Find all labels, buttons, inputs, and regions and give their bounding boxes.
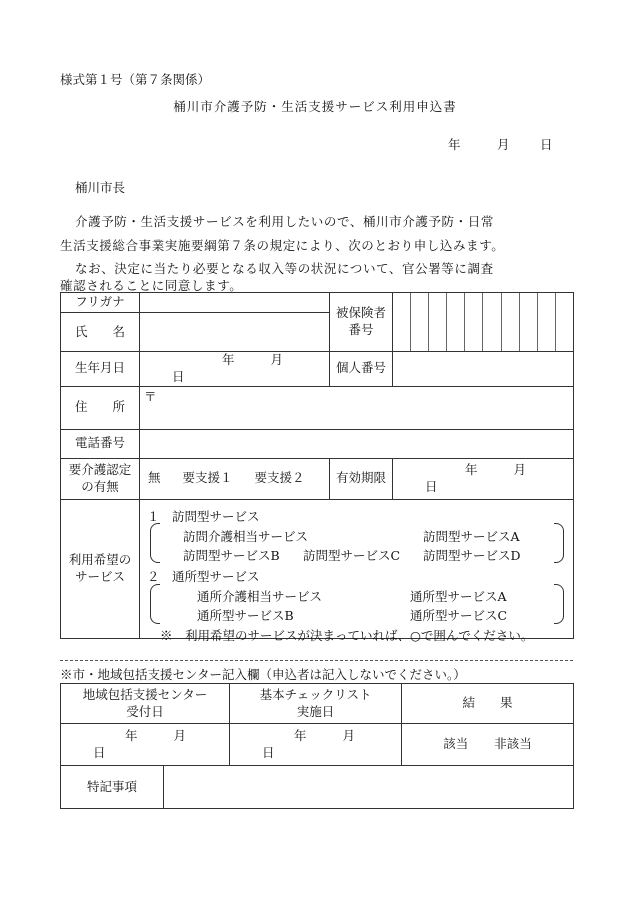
name-label: 氏 名 [61,313,140,352]
name-field[interactable] [140,313,330,352]
validity-field[interactable] [393,458,574,499]
birthdate-field[interactable] [140,352,330,387]
validity-year-label: 年 [465,461,478,477]
insured-number-label-line2: 番号 [348,322,374,337]
insured-number-label-line1: 被保険者 [335,305,386,321]
individual-number-label: 個人番号 [330,352,393,387]
remarks-label: 特記事項 [61,766,164,809]
validity-label: 有効期限 [330,458,393,499]
birth-month-label: 月 [270,352,284,367]
day-left-bracket [150,584,160,624]
checklist-date-field[interactable] [230,724,402,766]
insured-number-boxes [393,293,573,351]
postal-mark: 〒 [144,388,157,404]
body-line-1: 介護予防・生活支援サービスを利用したいので、桶川市介護予防・日常 [75,214,494,229]
birthdate-label: 生年月日 [61,352,140,387]
checklist-month-label: 月 [342,727,356,743]
visit-right-bracket [554,523,564,563]
phone-field[interactable] [140,429,574,458]
address-field[interactable] [140,386,574,429]
furigana-field[interactable] [140,293,330,313]
result-label: 結 果 [402,684,574,724]
day-item-equivalent[interactable]: 通所介護相当サービス [197,589,323,604]
remarks-field[interactable] [164,766,574,809]
cut-line-divider [60,660,573,661]
checklist-day-label: 日 [262,744,275,760]
result-applicable[interactable]: 該当 [443,736,469,752]
checklist-year-label: 年 [294,727,307,743]
office-section-heading: ※市・地域包括支援センター記入欄（申込者は記入しないでください。） [60,667,466,682]
birth-year-label: 年 [222,352,235,367]
center-received-date-field[interactable] [61,724,230,766]
page-title: 桶川市介護予防・生活支援サービス利用申込書 [173,99,457,114]
office-table [60,683,574,809]
date-year-label: 年 [448,137,461,152]
body-line-2: 生活支援総合事業実施要綱第７条の規定により、次のとおり申し込みます。 [60,238,505,253]
care-cert-label-line1: 要介護認定 [68,461,132,477]
addressee: 桶川市長 [75,180,126,195]
day-right-bracket [554,584,564,624]
visit-item-a[interactable]: 訪問型サービスA [423,529,520,544]
care-cert-label [61,458,140,499]
day-item-a[interactable]: 通所型サービスA [410,589,507,604]
checklist-date-label-line1: 基本チェックリスト [259,686,372,702]
validity-month-label: 月 [513,461,527,477]
checklist-date-label [230,684,402,724]
visit-item-d[interactable]: 訪問型サービスD [423,548,521,563]
furigana-label: フリガナ [61,293,140,313]
phone-label: 電話番号 [61,429,140,458]
form-number: 様式第１号（第７条関係） [60,72,211,87]
visit-item-b[interactable]: 訪問型サービスB [183,548,280,563]
individual-number-field[interactable] [393,352,574,387]
care-option-none[interactable]: 無 [148,470,161,486]
visit-service-heading: １ 訪問型サービス [147,509,260,524]
desired-service-label-line1: 利用希望の [68,551,132,567]
day-service-heading: ２ 通所型サービス [147,569,260,584]
address-label: 住 所 [61,386,140,429]
center-received-label-line2: 受付日 [126,703,164,719]
body-line-4: 確認されることに同意します。 [60,278,243,293]
result-options [402,724,574,766]
visit-item-equivalent[interactable]: 訪問介護相当サービス [183,529,309,544]
checklist-date-label-line2: 実施日 [296,703,335,719]
care-option-support2[interactable]: 要支援２ [254,470,305,486]
desired-service-label [61,499,140,638]
service-note: ※ 利用希望のサービスが決まっていれば、○で囲んでください。 [160,628,534,643]
date-day-label: 日 [540,137,553,152]
validity-day-label: 日 [425,478,438,494]
body-line-3: なお、決定に当たり必要となる収入等の状況について、官公署等に調査 [75,261,494,276]
desired-service-label-line2: サービス [74,568,125,584]
received-day-label: 日 [93,744,106,760]
birth-day-label: 日 [172,368,185,384]
day-item-c[interactable]: 通所型サービスC [410,608,508,623]
received-year-label: 年 [125,727,138,743]
day-item-b[interactable]: 通所型サービスB [197,608,294,623]
visit-item-c[interactable]: 訪問型サービスC [303,548,401,563]
care-cert-options [140,458,330,499]
date-month-label: 月 [497,137,510,152]
insured-number-label [330,293,393,352]
visit-left-bracket [150,523,160,563]
center-received-label [61,684,230,724]
care-cert-label-line2: の有無 [81,478,119,494]
care-option-support1[interactable]: 要支援１ [182,470,233,486]
insured-number-field[interactable] [393,293,574,352]
result-not-applicable[interactable]: 非該当 [494,736,532,752]
center-received-label-line1: 地域包括支援センター [82,686,208,702]
received-month-label: 月 [173,727,187,743]
